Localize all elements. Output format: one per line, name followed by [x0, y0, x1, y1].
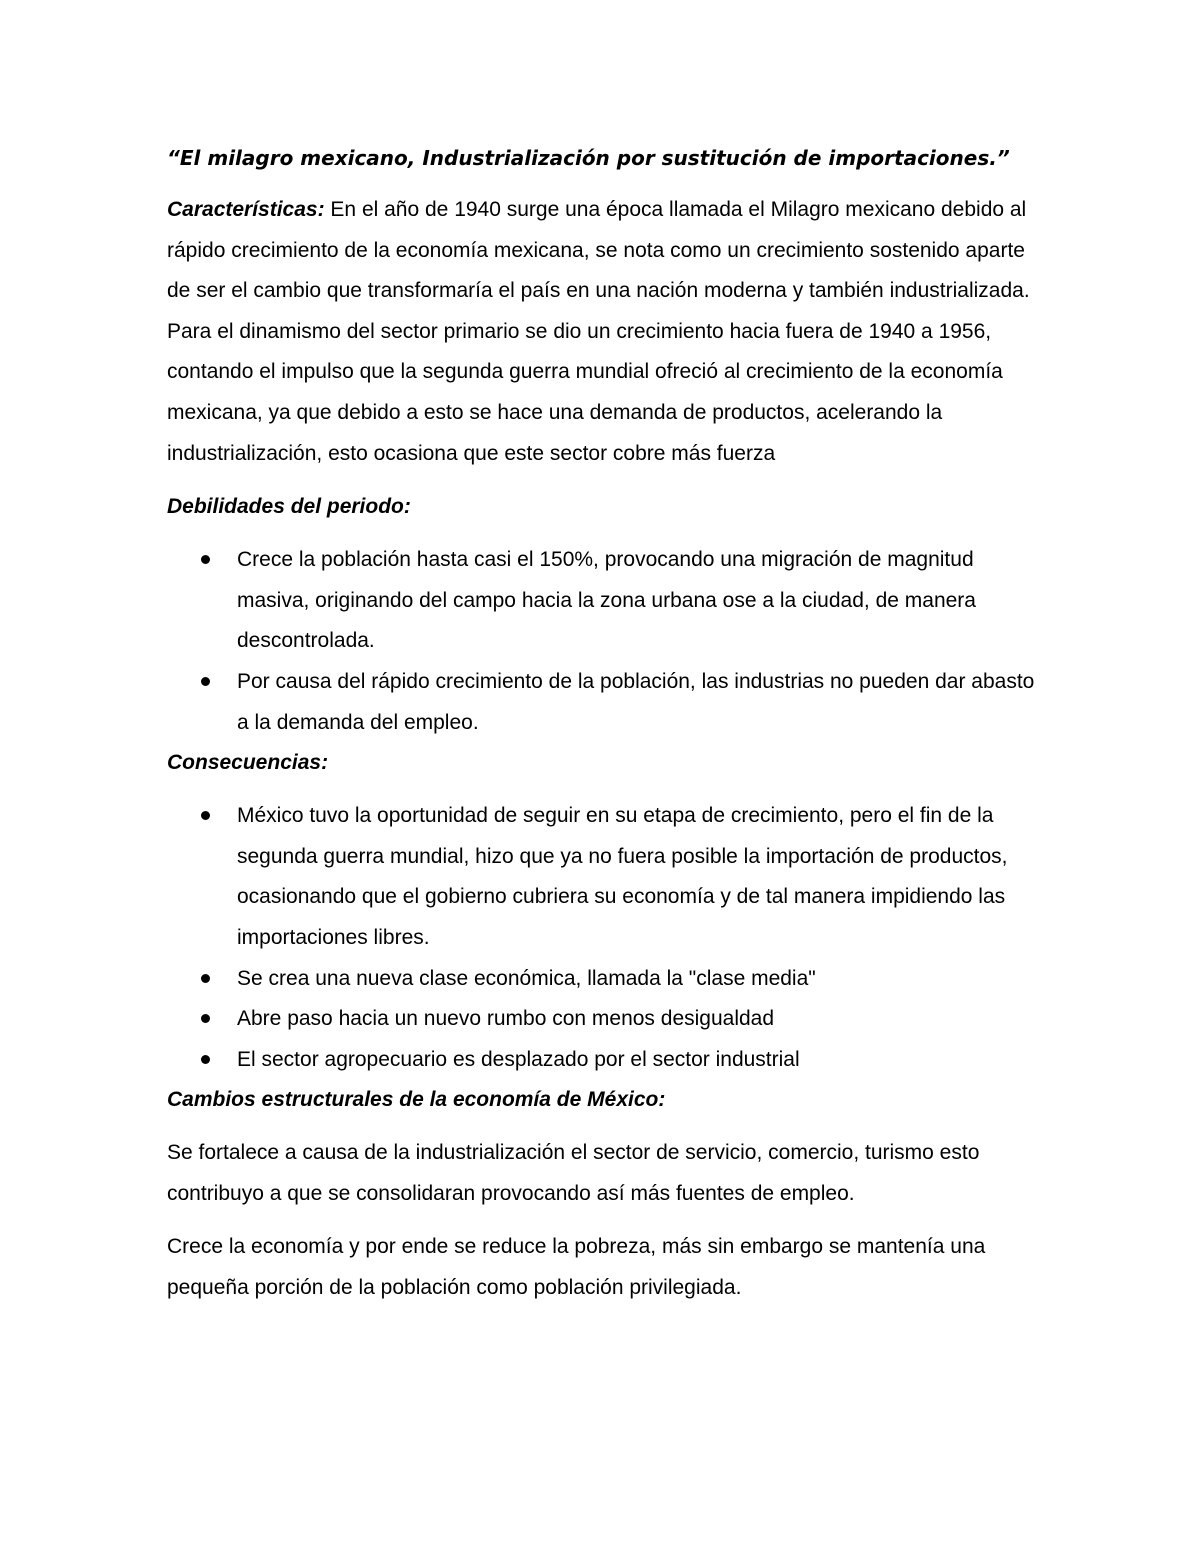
cambios-paragraph-2: Crece la economía y por ende se reduce la pobreza, más sin embargo se mantenía una pequeña porción de la población como población privilegiada.	[167, 1235, 986, 1300]
bullet-icon	[201, 974, 210, 983]
consecuencias-heading: Consecuencias:	[167, 751, 329, 775]
bullet-icon	[201, 811, 210, 820]
debilidades-heading: Debilidades del periodo:	[167, 495, 411, 519]
list-item-text: Abre paso hacia un nuevo rumbo con menos desigualdad	[237, 1007, 775, 1031]
list-item-text: El sector agropecuario es desplazado por el sector industrial	[237, 1047, 800, 1071]
caracteristicas-paragraph	[167, 190, 1037, 474]
bullet-icon	[201, 555, 210, 564]
list-item	[167, 999, 1037, 1040]
list-item	[167, 540, 1037, 662]
list-item-text: México tuvo la oportunidad de seguir en su etapa de crecimiento, pero el fin de la segunda guerra mundial, hizo que ya no fuera posible la importación de productos, ocasionando que el gobierno cubriera su economía y de tal manera impidiendo las importaciones libres.	[237, 804, 1008, 949]
list-item-text: Crece la población hasta casi el 150%, provocando una migración de magnitud masiva, originando del campo hacia la zona urbana ose a la ciudad, de manera descontrolada.	[237, 548, 976, 653]
cambios-paragraph-1: Se fortalece a causa de la industrialización el sector de servicio, comercio, turismo esto contribuyo a que se consolidaran provocando así más fuentes de empleo.	[167, 1141, 980, 1205]
cambios-heading: Cambios estructurales de la economía de México:	[167, 1088, 666, 1112]
list-item	[167, 796, 1037, 958]
document-title: “El milagro mexicano, Industrialización por sustitución de importaciones.”	[167, 146, 1010, 170]
bullet-icon	[201, 677, 210, 686]
bullet-icon	[201, 1014, 210, 1023]
caracteristicas-text: En el año de 1940 surge una época llamada el Milagro mexicano debido al rápido crecimiento de la economía mexicana, se nota como un crecimiento sostenido aparte de ser el cambio que transformaría el país en una nación moderna y también industrializada. Para el dinamismo del sector primario se dio un crecimiento hacia fuera de 1940 a 1956, contando el impulso que la segunda guerra mundial ofreció al crecimiento de la economía mexicana, ya que debido a esto se hace una demanda de productos, acelerando la industrialización, esto ocasiona que este sector cobre más fuerza	[167, 198, 1030, 465]
list-item-text: Se crea una nueva clase económica, llamada la "clase media"	[237, 966, 816, 990]
list-item	[167, 662, 1037, 743]
list-item	[167, 1040, 1037, 1081]
consecuencias-list	[167, 796, 1037, 1080]
list-item-text: Por causa del rápido crecimiento de la población, las industrias no pueden dar abasto a la demanda del empleo.	[237, 669, 1035, 734]
bullet-icon	[201, 1055, 210, 1064]
list-item	[167, 959, 1037, 1000]
debilidades-list	[167, 540, 1037, 743]
caracteristicas-label: Características:	[167, 198, 325, 221]
document-page	[167, 138, 1037, 1322]
